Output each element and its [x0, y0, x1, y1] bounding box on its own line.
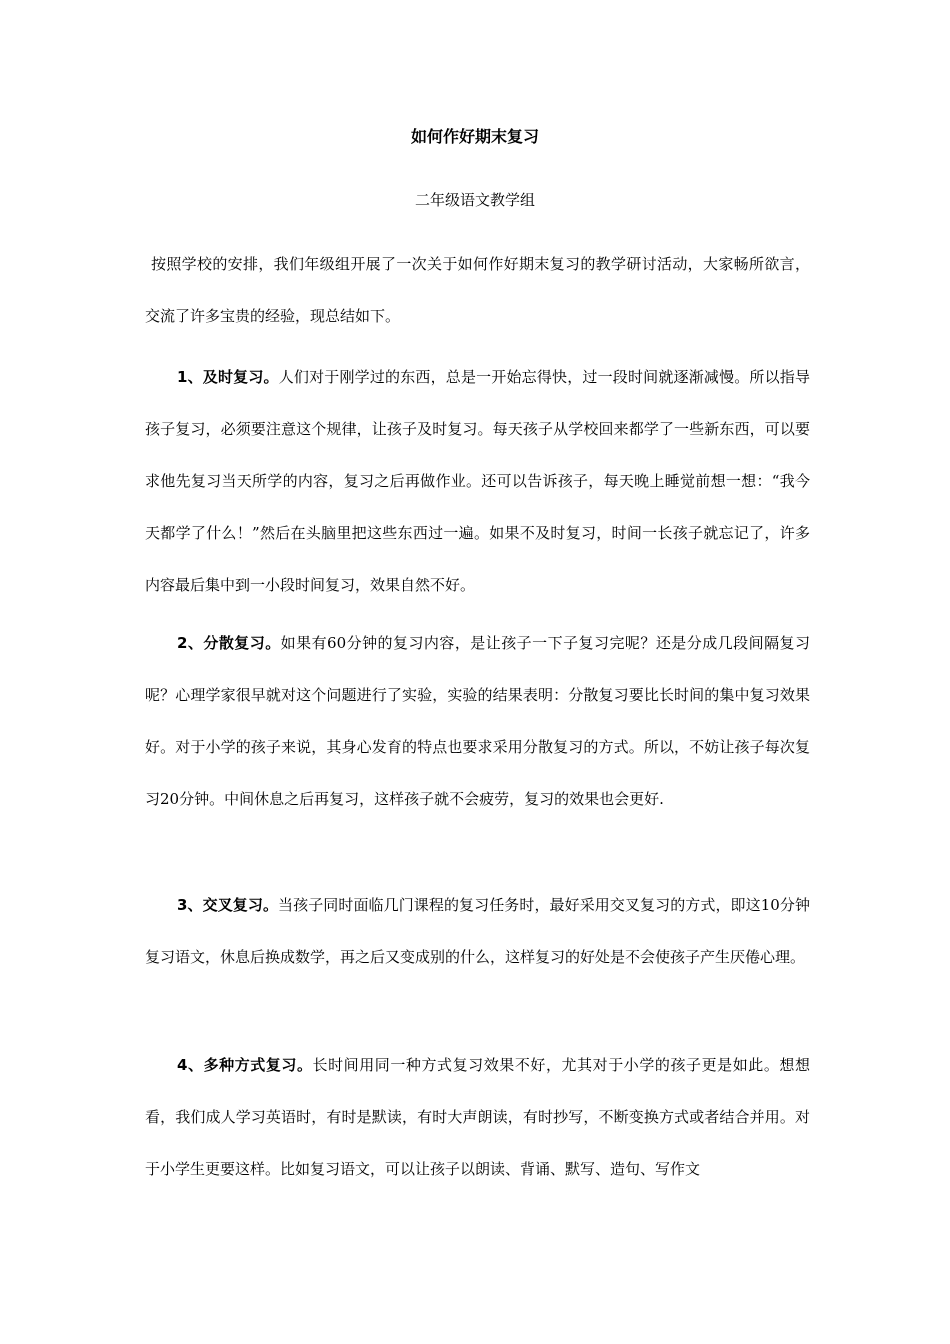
- section-heading-1: 1、及时复习。: [177, 368, 279, 386]
- section-paragraph-3: [145, 879, 810, 983]
- section-text-1: 人们对于刚学过的东西，总是一开始忘得快，过一段时间就逐渐减慢。所以指导孩子复习，必须要注意这个规律，让孩子及时复习。每天孩子从学校回来都学了一些新东西，可以要求他先复习当天所学的内容，复习之后再做作业。还可以告诉孩子，每天晚上睡觉前想一想：“我今天都学了什么！”然后在头脑里把这些东西过一遍。如果不及时复习，时间一长孩子就忘记了，许多内容最后集中到一小段时间复习，效果自然不好。: [145, 368, 810, 594]
- section-paragraph-2: [145, 617, 810, 825]
- intro-paragraph: 按照学校的安排，我们年级组开展了一次关于如何作好期末复习的教学研讨活动，大家畅所欲言，交流了许多宝贵的经验，现总结如下。: [145, 255, 810, 325]
- section-heading-4: 4、多种方式复习。: [177, 1056, 313, 1074]
- section-text-2: 如果有60分钟的复习内容，是让孩子一下子复习完呢？还是分成几段间隔复习呢？心理学家很早就对这个问题进行了实验，实验的结果表明：分散复习要比长时间的集中复习效果好。对于小学的孩子来说，其身心发育的特点也要求采用分散复习的方式。所以，不妨让孩子每次复习20分钟。中间休息之后再复习，这样孩子就不会疲劳，复习的效果也会更好.: [145, 634, 810, 808]
- document-subtitle: 二年级语文教学组: [414, 191, 535, 209]
- section-heading-2: 2、分散复习。: [177, 634, 281, 652]
- document-title: 如何作好期末复习: [410, 127, 539, 146]
- section-heading-3: 3、交叉复习。: [177, 896, 279, 914]
- section-text-3: 当孩子同时面临几门课程的复习任务时，最好采用交叉复习的方式，即这10分钟复习语文，休息后换成数学，再之后又变成别的什么，这样复习的好处是不会使孩子产生厌倦心理。: [145, 896, 810, 966]
- section-text-4: 长时间用同一种方式复习效果不好，尤其对于小学的孩子更是如此。想想看，我们成人学习英语时，有时是默读，有时大声朗读，有时抄写，不断变换方式或者结合并用。对于小学生更要这样。比如复习语文，可以让孩子以朗读、背诵、默写、造句、写作文: [145, 1056, 810, 1178]
- section-paragraph-4: [145, 1039, 810, 1195]
- section-paragraph-1: [145, 351, 810, 611]
